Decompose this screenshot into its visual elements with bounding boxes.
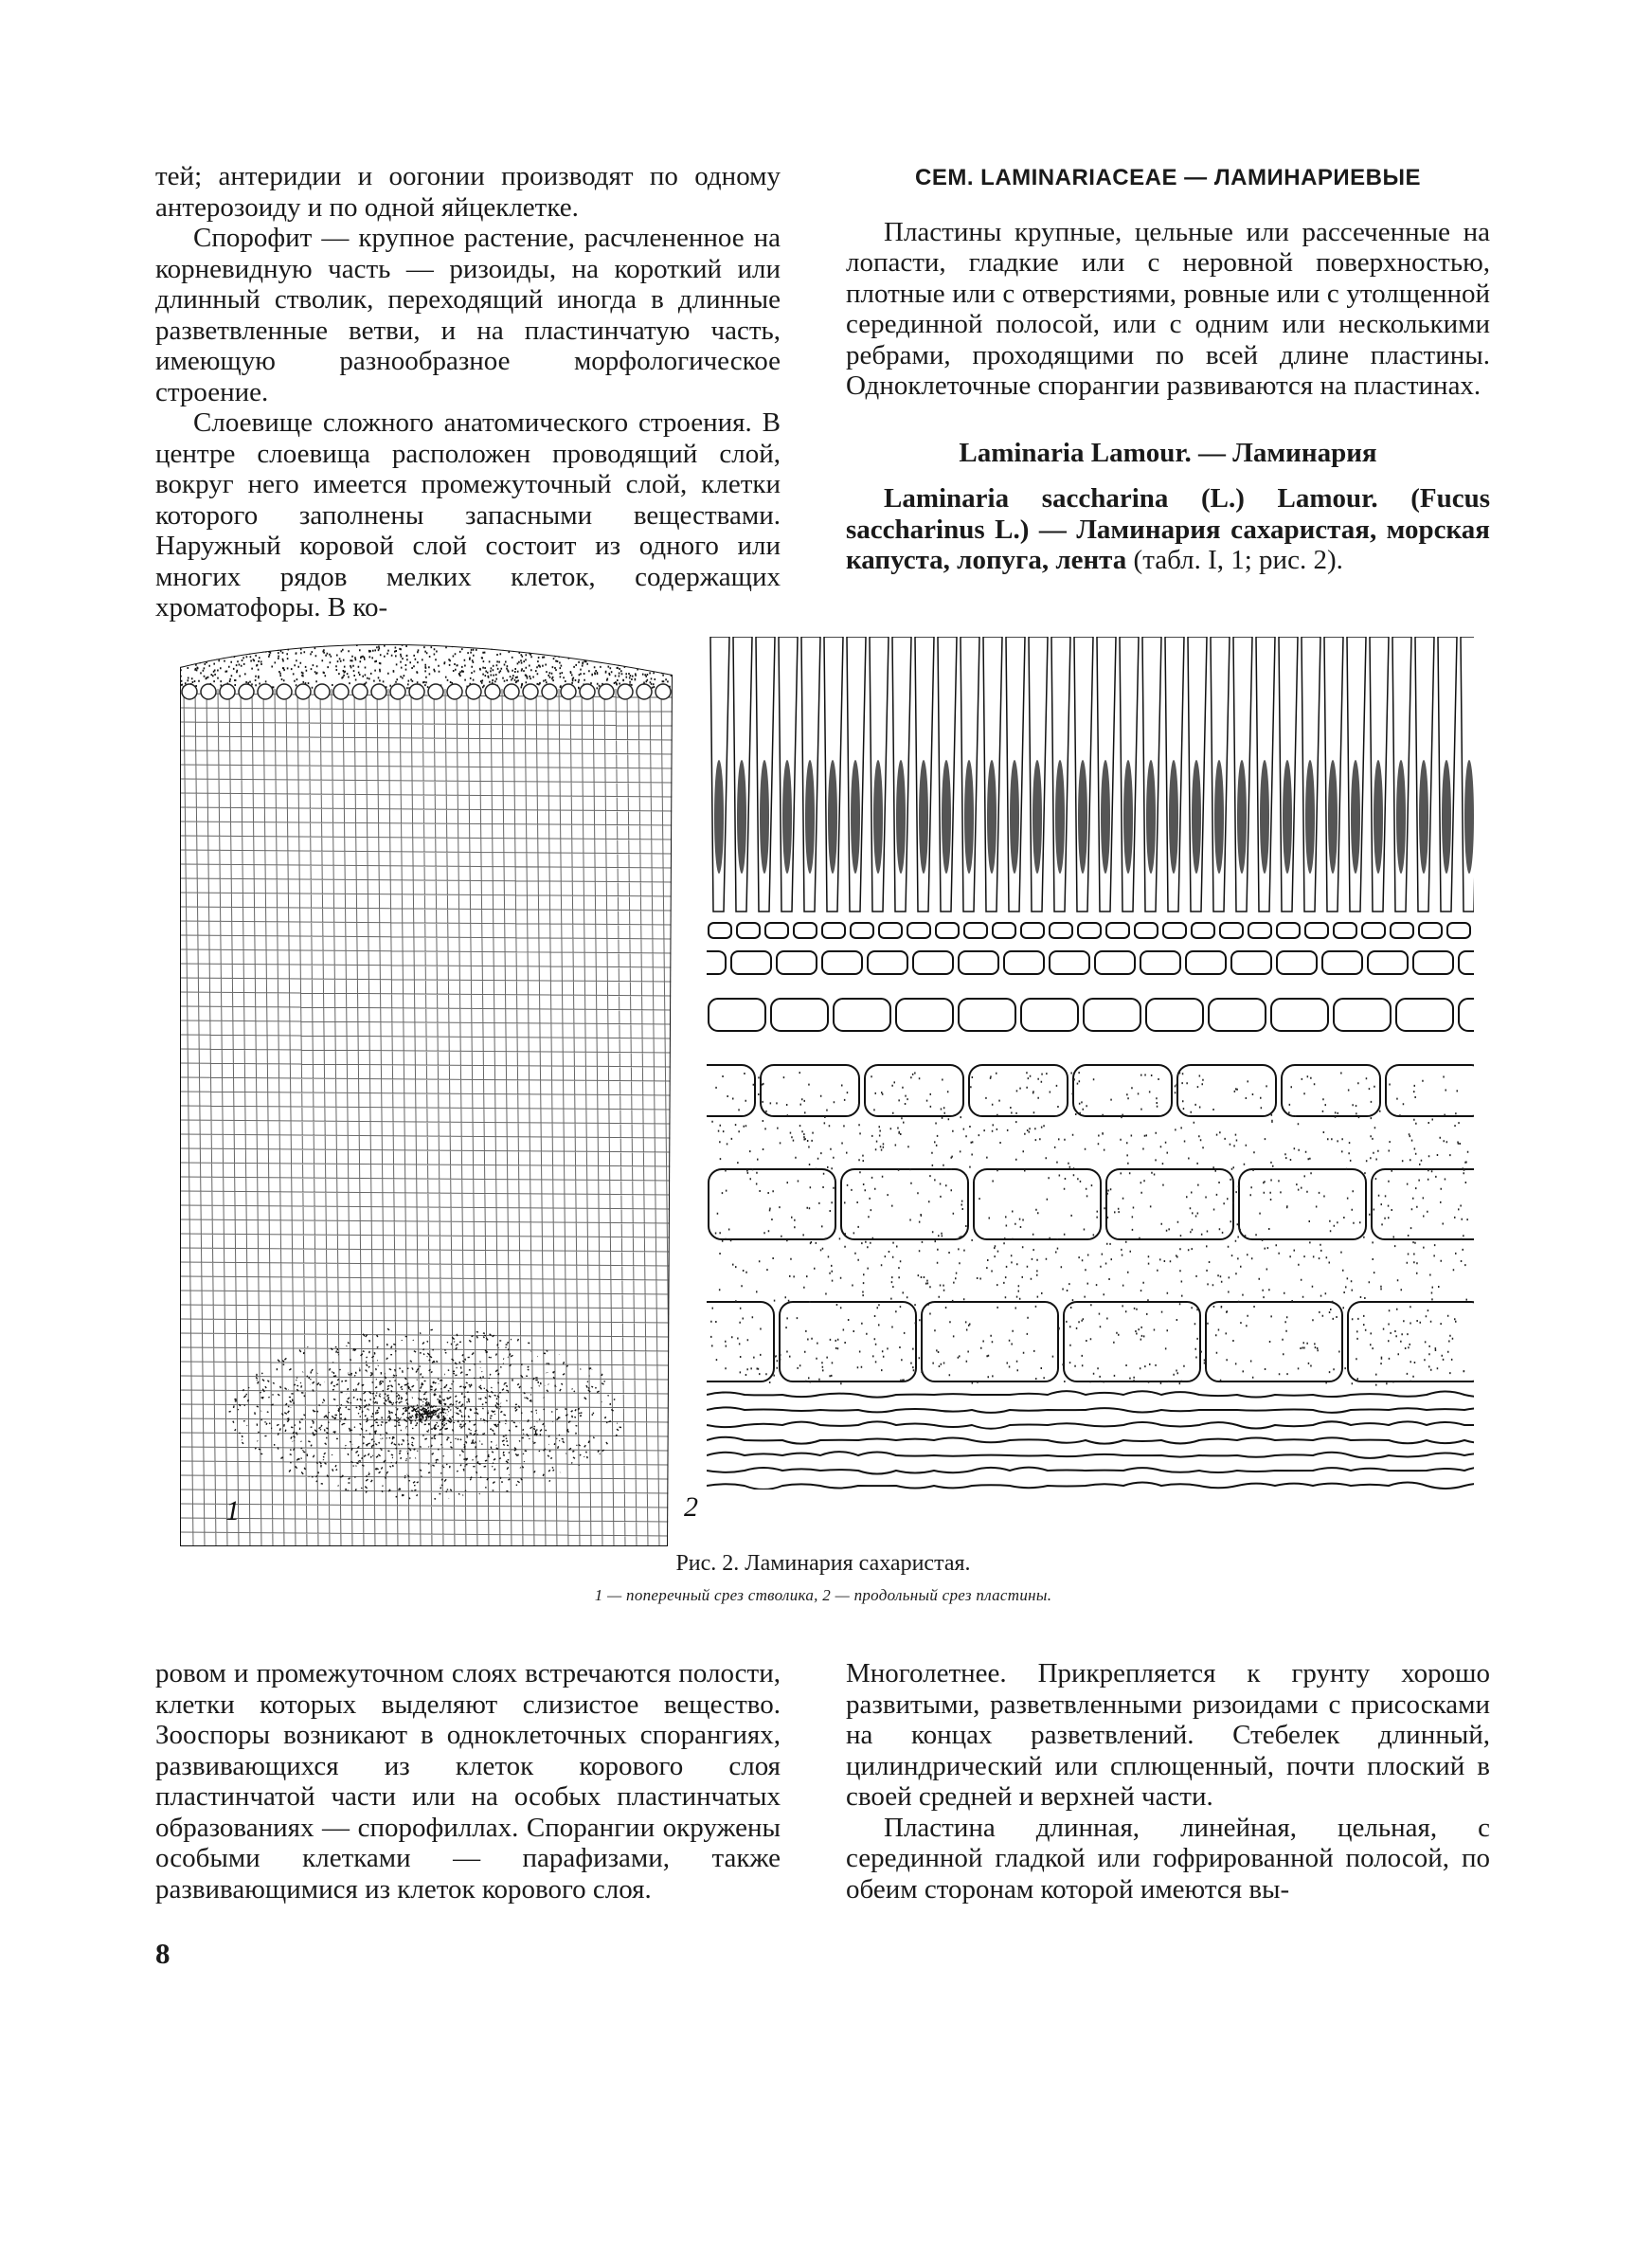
species-reference: (табл. I, 1; рис. 2). bbox=[1126, 545, 1343, 575]
paragraph: Пластина длинная, линейная, цельная, с серединной гладкой или гофрированной полосой, по обеим сторонам которой имеются вы- bbox=[846, 1812, 1490, 1905]
cross-section-drawing bbox=[180, 641, 674, 1546]
page-number: 8 bbox=[155, 1937, 171, 1970]
left-column-bottom bbox=[155, 1658, 781, 1905]
paragraph: Спорофит — крупное растение, расчлененное на корневидную часть — ризоиды, на короткий или длинный стволик, переходящий иногда в длинные разветвленные ветви, и на пластинчатую часть, имеющую разнообразное морфологическое строение. bbox=[155, 223, 781, 407]
genus-heading: Laminaria Lamour. — Ламинария bbox=[959, 437, 1377, 468]
paragraph: ровом и промежуточном слоях встречаются полости, клетки которых выделяют слизистое вещество. Зооспоры возникают в одноклеточных спорангиях, развивающихся из клеток корового слоя пластинчатой части или на особых пластинчатых образованиях — спорофиллах. Спорангии окружены особыми клетками — парафизами, также развивающимися из клеток корового слоя. bbox=[155, 1658, 781, 1905]
right-column-bottom bbox=[846, 1658, 1490, 1905]
paragraph: Многолетнее. Прикрепляется к грунту хорошо развитыми, разветвленными ризоидами с присосками на концах разветвлений. Стебелек длинный, цилиндрический или сплющенный, почти плоский в своей средней и верхней части. bbox=[846, 1658, 1490, 1812]
figure-label-2: 2 bbox=[684, 1491, 698, 1523]
figure-illustration bbox=[142, 637, 1506, 1546]
figure-caption-subtitle: 1 — поперечный срез стволика, 2 — продольный срез пластины. bbox=[594, 1586, 1052, 1604]
paragraph: тей; антеридии и оогонии производят по одному антерозоиду и по одной яйцеклетке. bbox=[155, 161, 781, 223]
species-name: Laminaria saccharina (L.) Lamour. (Fucus saccharinus L.) — Ламинария сахаристая, морская капуста, лопуга, лента bbox=[846, 483, 1490, 575]
figure-label-1: 1 bbox=[225, 1495, 240, 1526]
left-column-top bbox=[155, 161, 781, 623]
figure-laminaria bbox=[142, 637, 1506, 1546]
family-heading: СЕМ. LAMINARIACEAE — ЛАМИНАРИЕВЫЕ bbox=[914, 165, 1421, 190]
species-entry bbox=[846, 483, 1490, 576]
figure-caption-title: Рис. 2. Ламинария сахаристая. bbox=[675, 1551, 971, 1576]
longitudinal-section-drawing bbox=[637, 637, 1506, 1490]
family-description: Пластины крупные, цельные или рассеченные на лопасти, гладкие или с неровной поверхностью, плотные или с отверстиями, ровные или с утолщенной серединной полосой, или с одним или несколькими ребрами, проходящими по всей длине пластины. Одноклеточные спорангии развиваются на пластинах. bbox=[846, 216, 1490, 401]
paragraph: Слоевище сложного анатомического строения. В центре слоевища расположен проводящий слой, вокруг него имеется промежуточный слой, клетки которого заполнены запасными веществами. Наружный коровой слой состоит из одного или многих рядов мелких клеток, содержащих хроматофоры. В ко- bbox=[155, 407, 781, 623]
right-column-top bbox=[846, 161, 1490, 576]
